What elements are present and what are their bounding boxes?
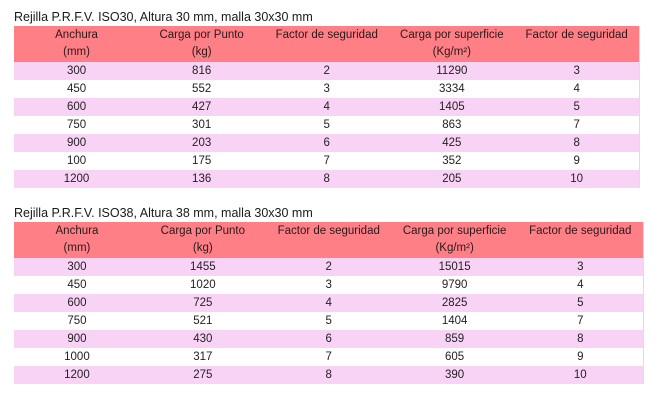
table-cell: 2 — [325, 261, 332, 273]
table-cell: 390 — [445, 369, 465, 381]
table-cell: 1200 — [63, 173, 90, 185]
table-cell: 3 — [577, 261, 584, 273]
column-unit — [518, 240, 644, 258]
table-caption: Rejilla P.R.F.V. ISO38, Altura 38 mm, malla 30x30 mm — [14, 206, 313, 220]
column-header: Factor de seguridad — [529, 225, 632, 237]
table-row — [14, 170, 640, 188]
table-cell: 1000 — [64, 351, 90, 363]
table-cell: 300 — [67, 261, 87, 273]
table-cell: 10 — [570, 173, 584, 185]
column-header: Carga por Punto — [159, 29, 244, 41]
table-cell: 1455 — [190, 261, 216, 273]
table-cell: 8 — [325, 369, 332, 381]
table-cell: 1404 — [441, 315, 468, 327]
table-cell: 8 — [577, 333, 584, 345]
table-cell: 7 — [323, 155, 330, 167]
table-cell: 425 — [442, 137, 462, 149]
table-cell: 9790 — [441, 279, 468, 291]
column-unit: (kg) — [191, 46, 212, 58]
table-row — [14, 258, 644, 276]
table-cell: 136 — [192, 173, 212, 185]
table-block-iso30 — [14, 8, 640, 188]
column-unit: (Kg/m²) — [432, 46, 471, 58]
column-header: Anchura — [55, 29, 98, 41]
table-row — [14, 348, 644, 366]
column-header: Factor de seguridad — [275, 29, 378, 41]
data-table-iso38 — [14, 222, 644, 384]
table-cell: 900 — [67, 333, 87, 345]
table-cell: 3 — [573, 65, 580, 77]
table-cell: 6 — [323, 137, 330, 149]
column-header: Carga por Punto — [160, 225, 246, 237]
table-cell: 7 — [325, 351, 332, 363]
table-cell: 750 — [67, 315, 87, 327]
table-cell: 552 — [192, 83, 212, 95]
table-cell: 175 — [192, 155, 212, 167]
table-cell: 5 — [577, 297, 584, 309]
table-cell: 7 — [573, 119, 580, 131]
table-cell: 600 — [66, 101, 87, 113]
table-cell: 100 — [66, 155, 87, 167]
table-cell: 4 — [323, 101, 330, 113]
header-row — [14, 222, 644, 240]
column-unit — [514, 44, 639, 62]
table-cell: 427 — [192, 101, 212, 113]
table-cell: 4 — [577, 279, 584, 291]
table-cell: 605 — [445, 351, 465, 363]
table-cell: 9 — [577, 351, 584, 363]
table-cell: 6 — [325, 333, 332, 345]
column-unit: (mm) — [63, 242, 91, 254]
table-row — [14, 98, 640, 116]
column-header: Carga por superficie — [400, 29, 504, 41]
table-block-iso38 — [14, 204, 644, 384]
table-cell: 300 — [66, 65, 87, 77]
table-cell: 3 — [323, 83, 330, 95]
header-row — [14, 26, 640, 44]
column-unit: (Kg/m²) — [435, 242, 474, 254]
table-cell: 205 — [442, 173, 462, 185]
table-row — [14, 116, 640, 134]
table-cell: 2825 — [441, 297, 468, 309]
table-cell: 900 — [66, 137, 87, 149]
table-cell: 1405 — [439, 101, 465, 113]
table-cell: 725 — [193, 297, 213, 309]
table-cell: 301 — [192, 119, 212, 131]
table-row — [14, 294, 644, 312]
table-cell: 2 — [323, 65, 330, 77]
table-cell: 859 — [445, 333, 465, 345]
table-row — [14, 152, 640, 170]
table-cell: 3334 — [439, 83, 465, 95]
table-cell: 450 — [67, 279, 87, 291]
table-cell: 600 — [67, 297, 87, 309]
table-cell: 275 — [193, 369, 213, 381]
table-cell: 450 — [66, 83, 87, 95]
table-cell: 1020 — [190, 279, 216, 291]
table-row — [14, 330, 644, 348]
table-cell: 203 — [192, 137, 212, 149]
table-cell: 11290 — [436, 65, 468, 77]
table-cell: 8 — [573, 137, 580, 149]
table-cell: 9 — [573, 155, 580, 167]
table-cell: 750 — [66, 119, 87, 131]
table-cell: 816 — [192, 65, 212, 77]
table-row — [14, 62, 640, 80]
table-row — [14, 366, 644, 384]
table-cell: 521 — [193, 315, 213, 327]
table-cell: 7 — [577, 315, 584, 327]
table-cell: 5 — [323, 119, 330, 131]
table-cell: 15015 — [438, 261, 471, 273]
table-caption: Rejilla P.R.F.V. ISO30, Altura 30 mm, malla 30x30 mm — [14, 10, 313, 24]
table-cell: 4 — [573, 83, 580, 95]
table-cell: 10 — [573, 369, 587, 381]
column-header: Factor de seguridad — [525, 29, 628, 41]
column-unit — [264, 44, 389, 62]
table-cell: 352 — [442, 155, 462, 167]
table-cell: 3 — [325, 279, 332, 291]
table-cell: 4 — [325, 297, 332, 309]
table-cell: 863 — [442, 119, 462, 131]
column-header: Anchura — [55, 225, 99, 237]
table-row — [14, 312, 644, 330]
table-cell: 317 — [193, 351, 213, 363]
data-table-iso30 — [14, 26, 640, 188]
column-unit — [266, 240, 392, 258]
table-row — [14, 276, 644, 294]
table-row — [14, 80, 640, 98]
table-cell: 8 — [323, 173, 330, 185]
header-units-row — [14, 44, 640, 62]
column-header: Factor de seguridad — [277, 225, 380, 237]
header-units-row — [14, 240, 644, 258]
column-header: Carga por superficie — [402, 225, 507, 237]
column-unit: (kg) — [192, 242, 213, 254]
column-unit: (mm) — [63, 46, 90, 58]
table-cell: 5 — [325, 315, 332, 327]
table-row — [14, 134, 640, 152]
table-cell: 5 — [573, 101, 580, 113]
table-cell: 1200 — [64, 369, 90, 381]
table-cell: 430 — [193, 333, 213, 345]
